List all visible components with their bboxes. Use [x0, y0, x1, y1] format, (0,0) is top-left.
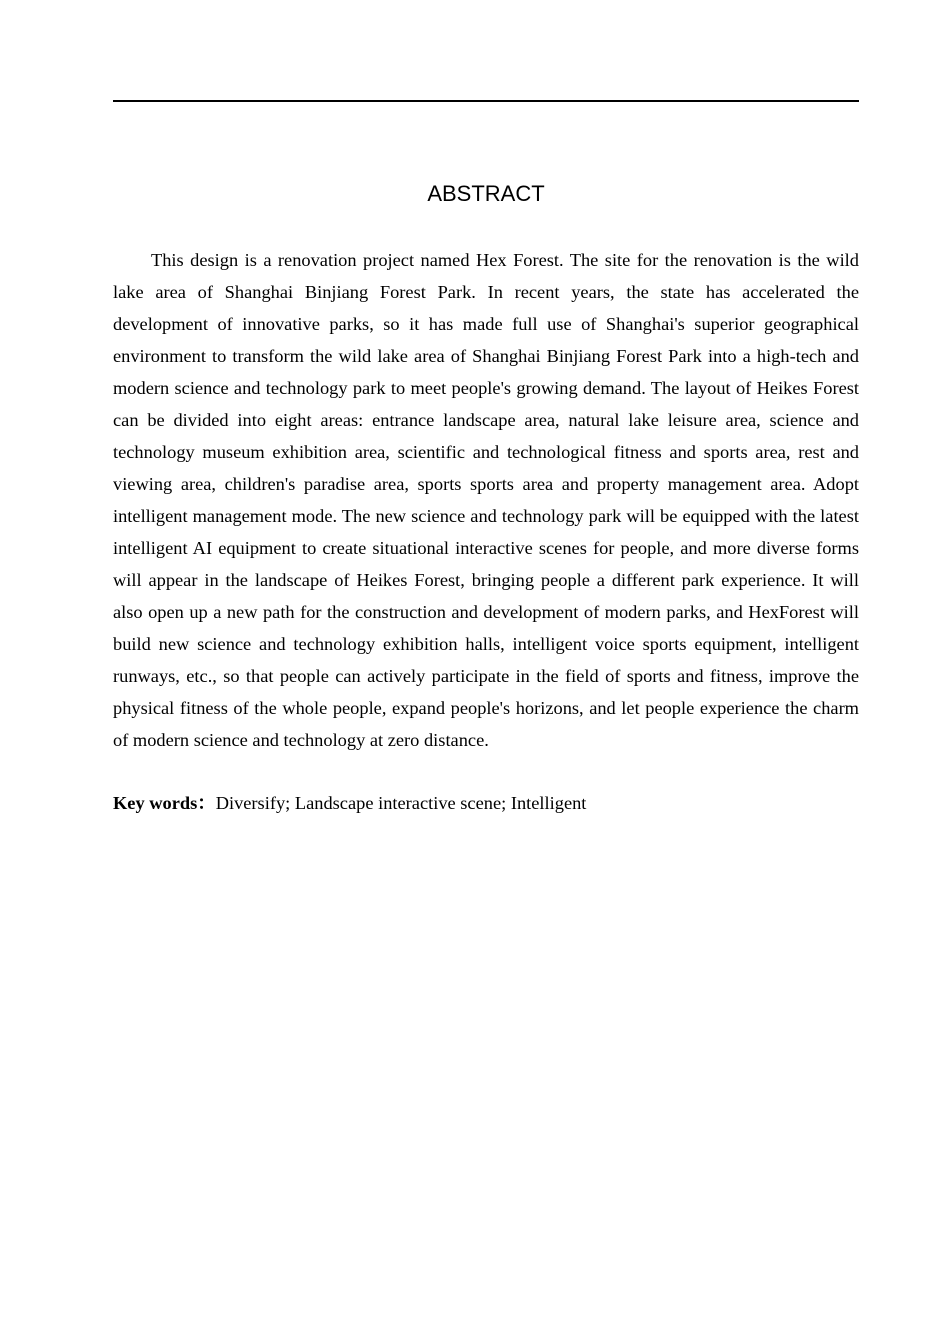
- abstract-paragraph: This design is a renovation project named Hex Forest. The site for the renovation is the wild lake area of Shanghai Binjiang Forest Park. In recent years, the state has accelerated the development of innovative parks, so it has made full use of Shanghai's superior geographical environment to transform the wild lake area of Shanghai Binjiang Forest Park into a high-tech and modern science and technology park to meet people's growing demand. The layout of Heikes Forest can be divided into eight areas: entrance landscape area, natural lake leisure area, science and technology museum exhibition area, scientific and technological fitness and sports area, rest and viewing area, children's paradise area, sports sports area and property management area. Adopt intelligent management mode. The new science and technology park will be equipped with the latest intelligent AI equipment to create situational interactive scenes for people, and more diverse forms will appear in the landscape of Heikes Forest, bringing people a different park experience. It will also open up a new path for the construction and development of modern parks, and HexForest will build new science and technology exhibition halls, intelligent voice sports equipment, intelligent runways, etc., so that people can actively participate in the field of sports and fitness, improve the physical fitness of the whole people, expand people's horizons, and let people experience the charm of modern science and technology at zero distance.: [113, 250, 859, 750]
- keywords-value: Diversify; Landscape interactive scene; Intelligent: [215, 793, 587, 813]
- page-title: ABSTRACT: [427, 181, 545, 206]
- keywords-line: [113, 787, 859, 819]
- header-rule: [113, 100, 859, 102]
- keywords-label: Key words：: [113, 793, 216, 813]
